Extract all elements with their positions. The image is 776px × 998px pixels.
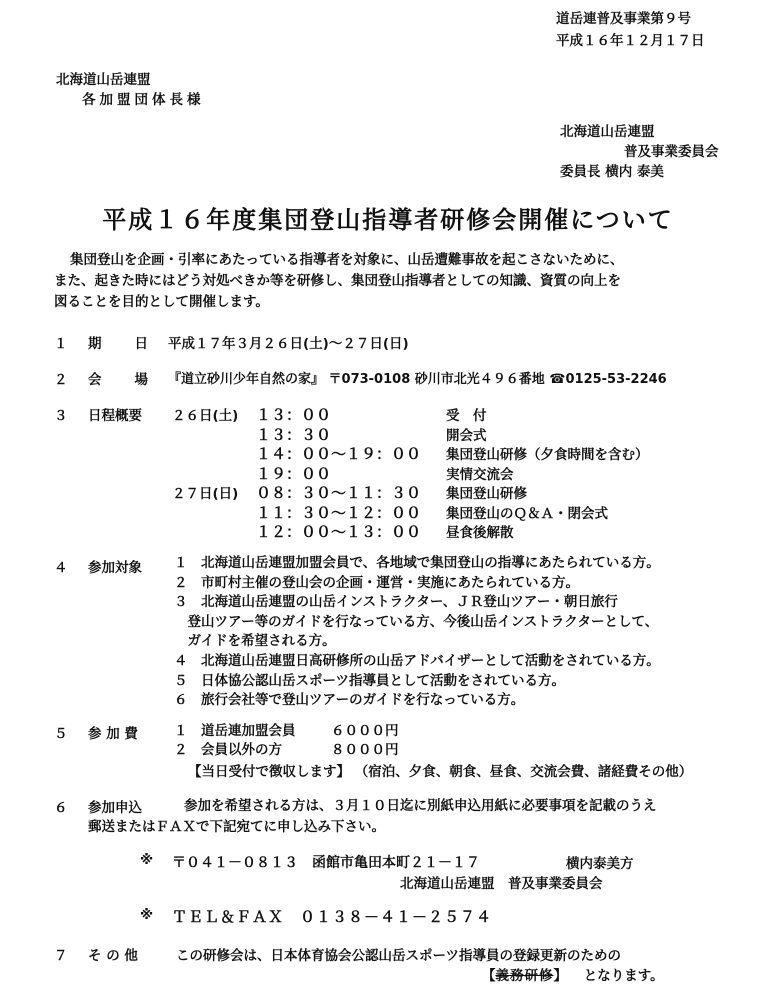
intro-line: また、起きた時にはどう対処べきか等を研修し、集団登山指導者としての知識、資質の向上を	[54, 273, 621, 289]
schedule-event: 集団登山のＱ＆Ａ・閉会式	[446, 505, 608, 522]
document-title: 平成１６年度集団登山指導者研修会開催について	[102, 205, 674, 234]
schedule-event: 集団登山研修（夕食時間を含む）	[446, 447, 649, 463]
bracket-open: 【	[482, 968, 496, 984]
fee-amount: ６０００円	[331, 723, 399, 739]
apply-line: 郵送またはＦＡＸで下記宛てに申し込み下さい。	[88, 819, 385, 835]
apply-line: 参加を希望される方は、３月１０日迄に別紙申込用紙に必要事項を記載のうえ	[184, 798, 657, 814]
section-5-label: 参 加 費	[88, 726, 138, 742]
section-2-label: 会 場	[88, 372, 150, 388]
section-3-number: ３	[54, 408, 68, 424]
apply-text	[88, 796, 657, 838]
fee-note: 【当日受付で徴収します】 （宿泊、夕食、朝食、昼食、交流会費、諸経費その他）	[188, 764, 693, 780]
addressee-block	[56, 70, 205, 110]
section-2-number: ２	[54, 372, 68, 388]
sender-block	[560, 122, 719, 182]
intro-paragraph	[54, 250, 624, 313]
event-dates: 平成１７年３月２６日(土)～２７日(日)	[168, 336, 409, 352]
obligatory-training-stamp: 義務研修	[495, 968, 554, 984]
schedule-time: １２：００～１３：００	[256, 523, 422, 541]
schedule-day: ２７日(日)	[172, 486, 239, 502]
tel-fax: ＴＥＬ＆ＦＡＸ ０１３８－４１－２５７４	[172, 908, 493, 926]
schedule-time: １４：００～１９：００	[256, 445, 422, 463]
sender-committee: 普及事業委員会	[624, 144, 719, 160]
schedule-time: １３：３０	[256, 425, 332, 444]
schedule-day: ２６日(土)	[172, 408, 239, 424]
target-item: 登山ツアー等のガイドを行なっている方、今後山岳インストラクターとして、	[174, 613, 659, 630]
target-item: ２ 市町村主催の登山会の企画・運営・実施にあたられている方。	[174, 574, 579, 591]
document-date: 平成１６年１２月１７日	[556, 33, 705, 49]
target-item: ６ 旅行会社等で登山ツアーのガイドを行なっている方。	[174, 692, 525, 709]
target-item: ４ 北海道山岳連盟日高研修所の山岳アドバイザーとして活動をされている方。	[174, 652, 660, 669]
section-1-label: 期 日	[88, 336, 150, 352]
bracket-close: 】	[553, 968, 567, 984]
section-3-label: 日程概要	[88, 408, 142, 424]
venue: 『道立砂川少年自然の家』 〒073-0108 砂川市北光４９６番地 ☎0125-53-2246	[168, 372, 667, 387]
target-item: ５ 日体協公認山岳スポーツ指導員として活動をされている方。	[174, 672, 565, 689]
section-6-label: 参加申込	[88, 800, 142, 816]
intro-line: 図ることを目的として開催します。	[54, 294, 269, 310]
fee-amount: ８０００円	[331, 742, 399, 758]
section-5-number: ５	[54, 726, 68, 742]
fee-row	[174, 722, 399, 741]
schedule-time: １１：３０～１２：００	[256, 503, 422, 522]
obligation-note	[482, 964, 664, 984]
fee-list	[174, 722, 399, 760]
other-text: この研修会は、日本体育協会公認山岳スポーツ指導員の登録更新のための	[176, 948, 621, 964]
section-7-label: そ の 他	[88, 948, 138, 964]
sender-org: 北海道山岳連盟	[560, 124, 655, 140]
schedule-event: 昼食後解散	[446, 525, 514, 541]
obligation-suffix: となります。	[583, 968, 664, 984]
tel-mark: ※	[140, 907, 154, 923]
sender-chair: 委員長 横内 泰美	[560, 164, 664, 180]
schedule-time: ０８：３０～１１：３０	[256, 484, 422, 502]
postal-address: 〒０４１－０８１３ 函館市亀田本町２１－１７	[172, 855, 480, 871]
target-item: ガイドを希望される方。	[174, 633, 336, 650]
section-4-label: 参加対象	[88, 560, 142, 576]
address-person: 横内泰美方	[566, 856, 634, 872]
target-item: ３ 北海道山岳連盟の山岳インストラクター、ＪＲ登山ツアー・朝日旅行	[174, 594, 618, 611]
target-list	[174, 554, 660, 711]
fee-who: 会員以外の方	[201, 742, 282, 758]
address-mark: ※	[140, 852, 154, 868]
section-7-number: ７	[54, 948, 68, 964]
intro-line: 集団登山を企画・引率にあたっている指導者を対象に、山岳遭難事故を起こさないために、	[70, 252, 624, 268]
addressee-org: 北海道山岳連盟	[56, 72, 151, 88]
fee-number: １	[174, 723, 188, 739]
fee-row	[174, 741, 399, 760]
schedule-time: １３：００	[256, 406, 332, 424]
document-reference	[556, 8, 705, 52]
schedule-event: 実情交流会	[446, 466, 514, 483]
address-org: 北海道山岳連盟 普及事業委員会	[400, 876, 603, 892]
schedule-time: １９：００	[256, 464, 332, 483]
section-1-number: １	[54, 336, 68, 352]
section-4-number: ４	[54, 560, 68, 576]
section-6-number: ６	[54, 800, 68, 816]
fee-who: 道岳連加盟会員	[201, 723, 296, 739]
schedule-event: 集団登山研修	[446, 486, 527, 502]
schedule-event: 開会式	[446, 427, 487, 444]
addressee-title: 各加盟団体長様	[82, 92, 205, 108]
target-item: １ 北海道山岳連盟加盟会員で、各地域で集団登山の指導にあたられている方。	[174, 555, 660, 571]
fee-number: ２	[174, 742, 188, 758]
schedule-event: 受 付	[446, 408, 487, 424]
reference-number: 道岳連普及事業第９号	[556, 11, 691, 27]
